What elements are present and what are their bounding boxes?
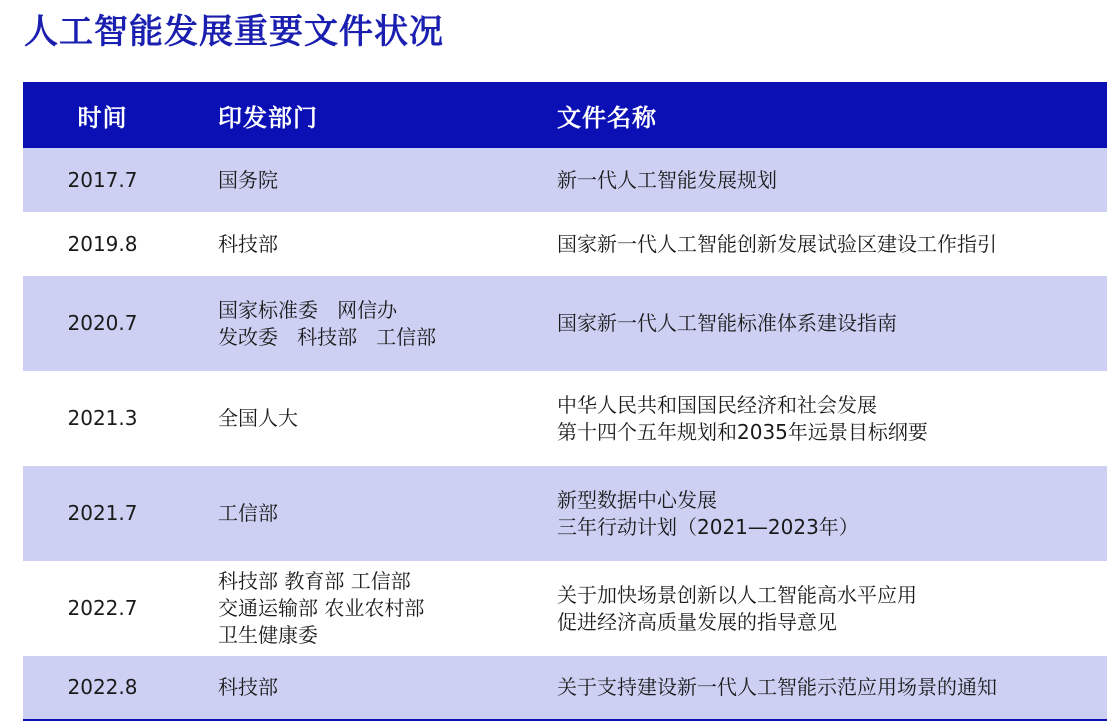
table-row	[23, 276, 1107, 371]
table-row	[23, 148, 1107, 212]
cell-name	[532, 466, 1107, 561]
cell-dept-line: 国家标准委 网信办	[218, 297, 398, 322]
table-row	[23, 561, 1107, 656]
cell-dept-line: 全国人大	[218, 406, 298, 430]
cell-name	[532, 148, 1107, 212]
cell-dept-line: 卫生健康委	[218, 623, 318, 647]
cell-name-line: 三年行动计划（2021—2023年）	[557, 514, 859, 539]
cell-dept	[192, 371, 532, 466]
cell-name-line: 国家新一代人工智能标准体系建设指南	[557, 311, 897, 335]
table-row	[23, 371, 1107, 466]
cell-name	[532, 371, 1107, 466]
page-title: 人工智能发展重要文件状况	[24, 12, 444, 52]
cell-name-line: 新型数据中心发展	[557, 487, 717, 512]
cell-name-line: 关于支持建设新一代人工智能示范应用场景的通知	[557, 675, 997, 699]
table-header	[23, 82, 1107, 148]
table-body	[23, 148, 1107, 720]
table-row	[23, 656, 1107, 720]
column-header-name: 文件名称	[532, 82, 1107, 148]
cell-dept-line: 发改委 科技部 工信部	[218, 324, 437, 349]
cell-name-line: 新一代人工智能发展规划	[557, 167, 777, 192]
cell-dept	[192, 561, 532, 656]
cell-dept	[192, 656, 532, 720]
column-header-time: 时间	[23, 82, 192, 148]
cell-time: 2022.7	[67, 596, 138, 620]
cell-dept-line: 工信部	[218, 501, 278, 525]
header-row	[23, 82, 1107, 148]
cell-name	[532, 212, 1107, 276]
cell-time: 2019.8	[67, 231, 138, 256]
cell-name-line: 国家新一代人工智能创新发展试验区建设工作指引	[557, 231, 997, 256]
cell-dept	[192, 276, 532, 371]
table-row	[23, 212, 1107, 276]
cell-dept	[192, 148, 532, 212]
cell-time: 2021.3	[67, 406, 138, 430]
cell-time: 2017.7	[67, 167, 138, 192]
table-row	[23, 466, 1107, 561]
cell-time: 2022.8	[23, 656, 192, 720]
cell-dept-line: 国务院	[218, 167, 278, 192]
cell-dept-line: 交通运输部 农业农村部	[218, 596, 425, 620]
cell-name-line: 中华人民共和国国民经济和社会发展	[557, 392, 877, 417]
cell-dept-line: 科技部	[218, 231, 278, 256]
column-header-dept: 印发部门	[192, 82, 532, 148]
cell-dept-line: 科技部	[218, 675, 278, 699]
cell-dept	[192, 212, 532, 276]
cell-name-line: 促进经济高质量发展的指导意见	[557, 609, 837, 634]
cell-name	[532, 276, 1107, 371]
cell-name-line: 关于加快场景创新以人工智能高水平应用	[557, 582, 917, 607]
cell-time: 2021.7	[67, 501, 138, 525]
documents-table	[23, 82, 1107, 721]
cell-name-line: 第十四个五年规划和2035年远景目标纲要	[557, 419, 928, 444]
cell-name	[532, 561, 1107, 656]
cell-dept	[192, 466, 532, 561]
cell-time: 2020.7	[67, 311, 138, 335]
cell-dept-line: 科技部 教育部 工信部	[218, 569, 411, 593]
cell-name	[532, 656, 1107, 720]
